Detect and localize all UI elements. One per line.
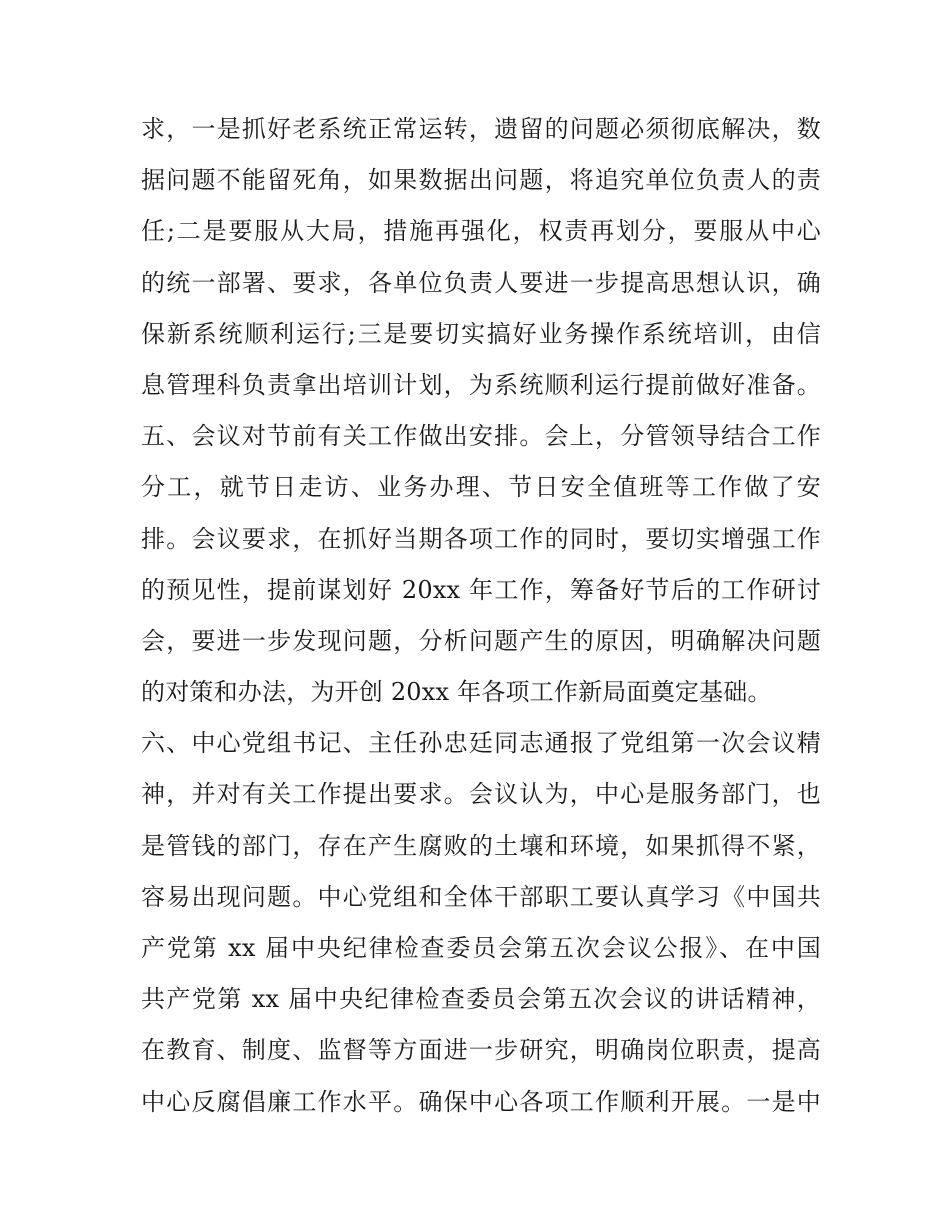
text-line: 会，要进一步发现问题，分析问题产生的原因，明确解决问题 <box>141 626 821 655</box>
text-line: 在教育、制度、监督等方面进一步研究，明确岗位职责，提高 <box>141 1036 821 1065</box>
text-line: 六、中心党组书记、主任孙忠廷同志通报了党组第一次会议精 <box>141 729 821 758</box>
text-line: 共产党第 xx 届中央纪律检查委员会第五次会议的讲话精神， <box>141 985 821 1014</box>
text-line: 任;二是要服从大局，措施再强化，权责再划分，要服从中心 <box>141 217 821 246</box>
text-line: 是管钱的部门，存在产生腐败的土壤和环境，如果抓得不紧， <box>141 831 821 860</box>
text-line: 的对策和办法，为开创 20xx 年各项工作新局面奠定基础。 <box>141 678 772 707</box>
text-line: 的统一部署、要求，各单位负责人要进一步提高思想认识，确 <box>141 268 821 297</box>
body-text <box>141 104 821 1128</box>
text-line: 据问题不能留死角，如果数据出问题，将追究单位负责人的责 <box>141 166 821 195</box>
text-line: 中心反腐倡廉工作水平。确保中心各项工作顺利开展。一是中 <box>141 1087 821 1116</box>
text-line: 分工，就节日走访、业务办理、节日安全值班等工作做了安 <box>141 473 821 502</box>
text-line: 容易出现问题。中心党组和全体干部职工要认真学习《中国共 <box>141 882 821 911</box>
text-line: 的预见性，提前谋划好 20xx 年工作，筹备好节后的工作研讨 <box>141 575 821 604</box>
text-line: 五、会议对节前有关工作做出安排。会上，分管领导结合工作 <box>141 422 821 451</box>
text-line: 息管理科负责拿出培训计划，为系统顺利运行提前做好准备。 <box>141 370 821 399</box>
text-line: 神，并对有关工作提出要求。会议认为，中心是服务部门，也 <box>141 780 821 809</box>
text-line: 求，一是抓好老系统正常运转，遗留的问题必须彻底解决，数 <box>141 115 821 143</box>
text-line: 保新系统顺利运行;三是要切实搞好业务操作系统培训，由信 <box>141 319 821 348</box>
text-line: 产党第 xx 届中央纪律检查委员会第五次会议公报》、在中国 <box>141 934 821 962</box>
text-line: 排。会议要求，在抓好当期各项工作的同时，要切实增强工作 <box>141 524 821 553</box>
